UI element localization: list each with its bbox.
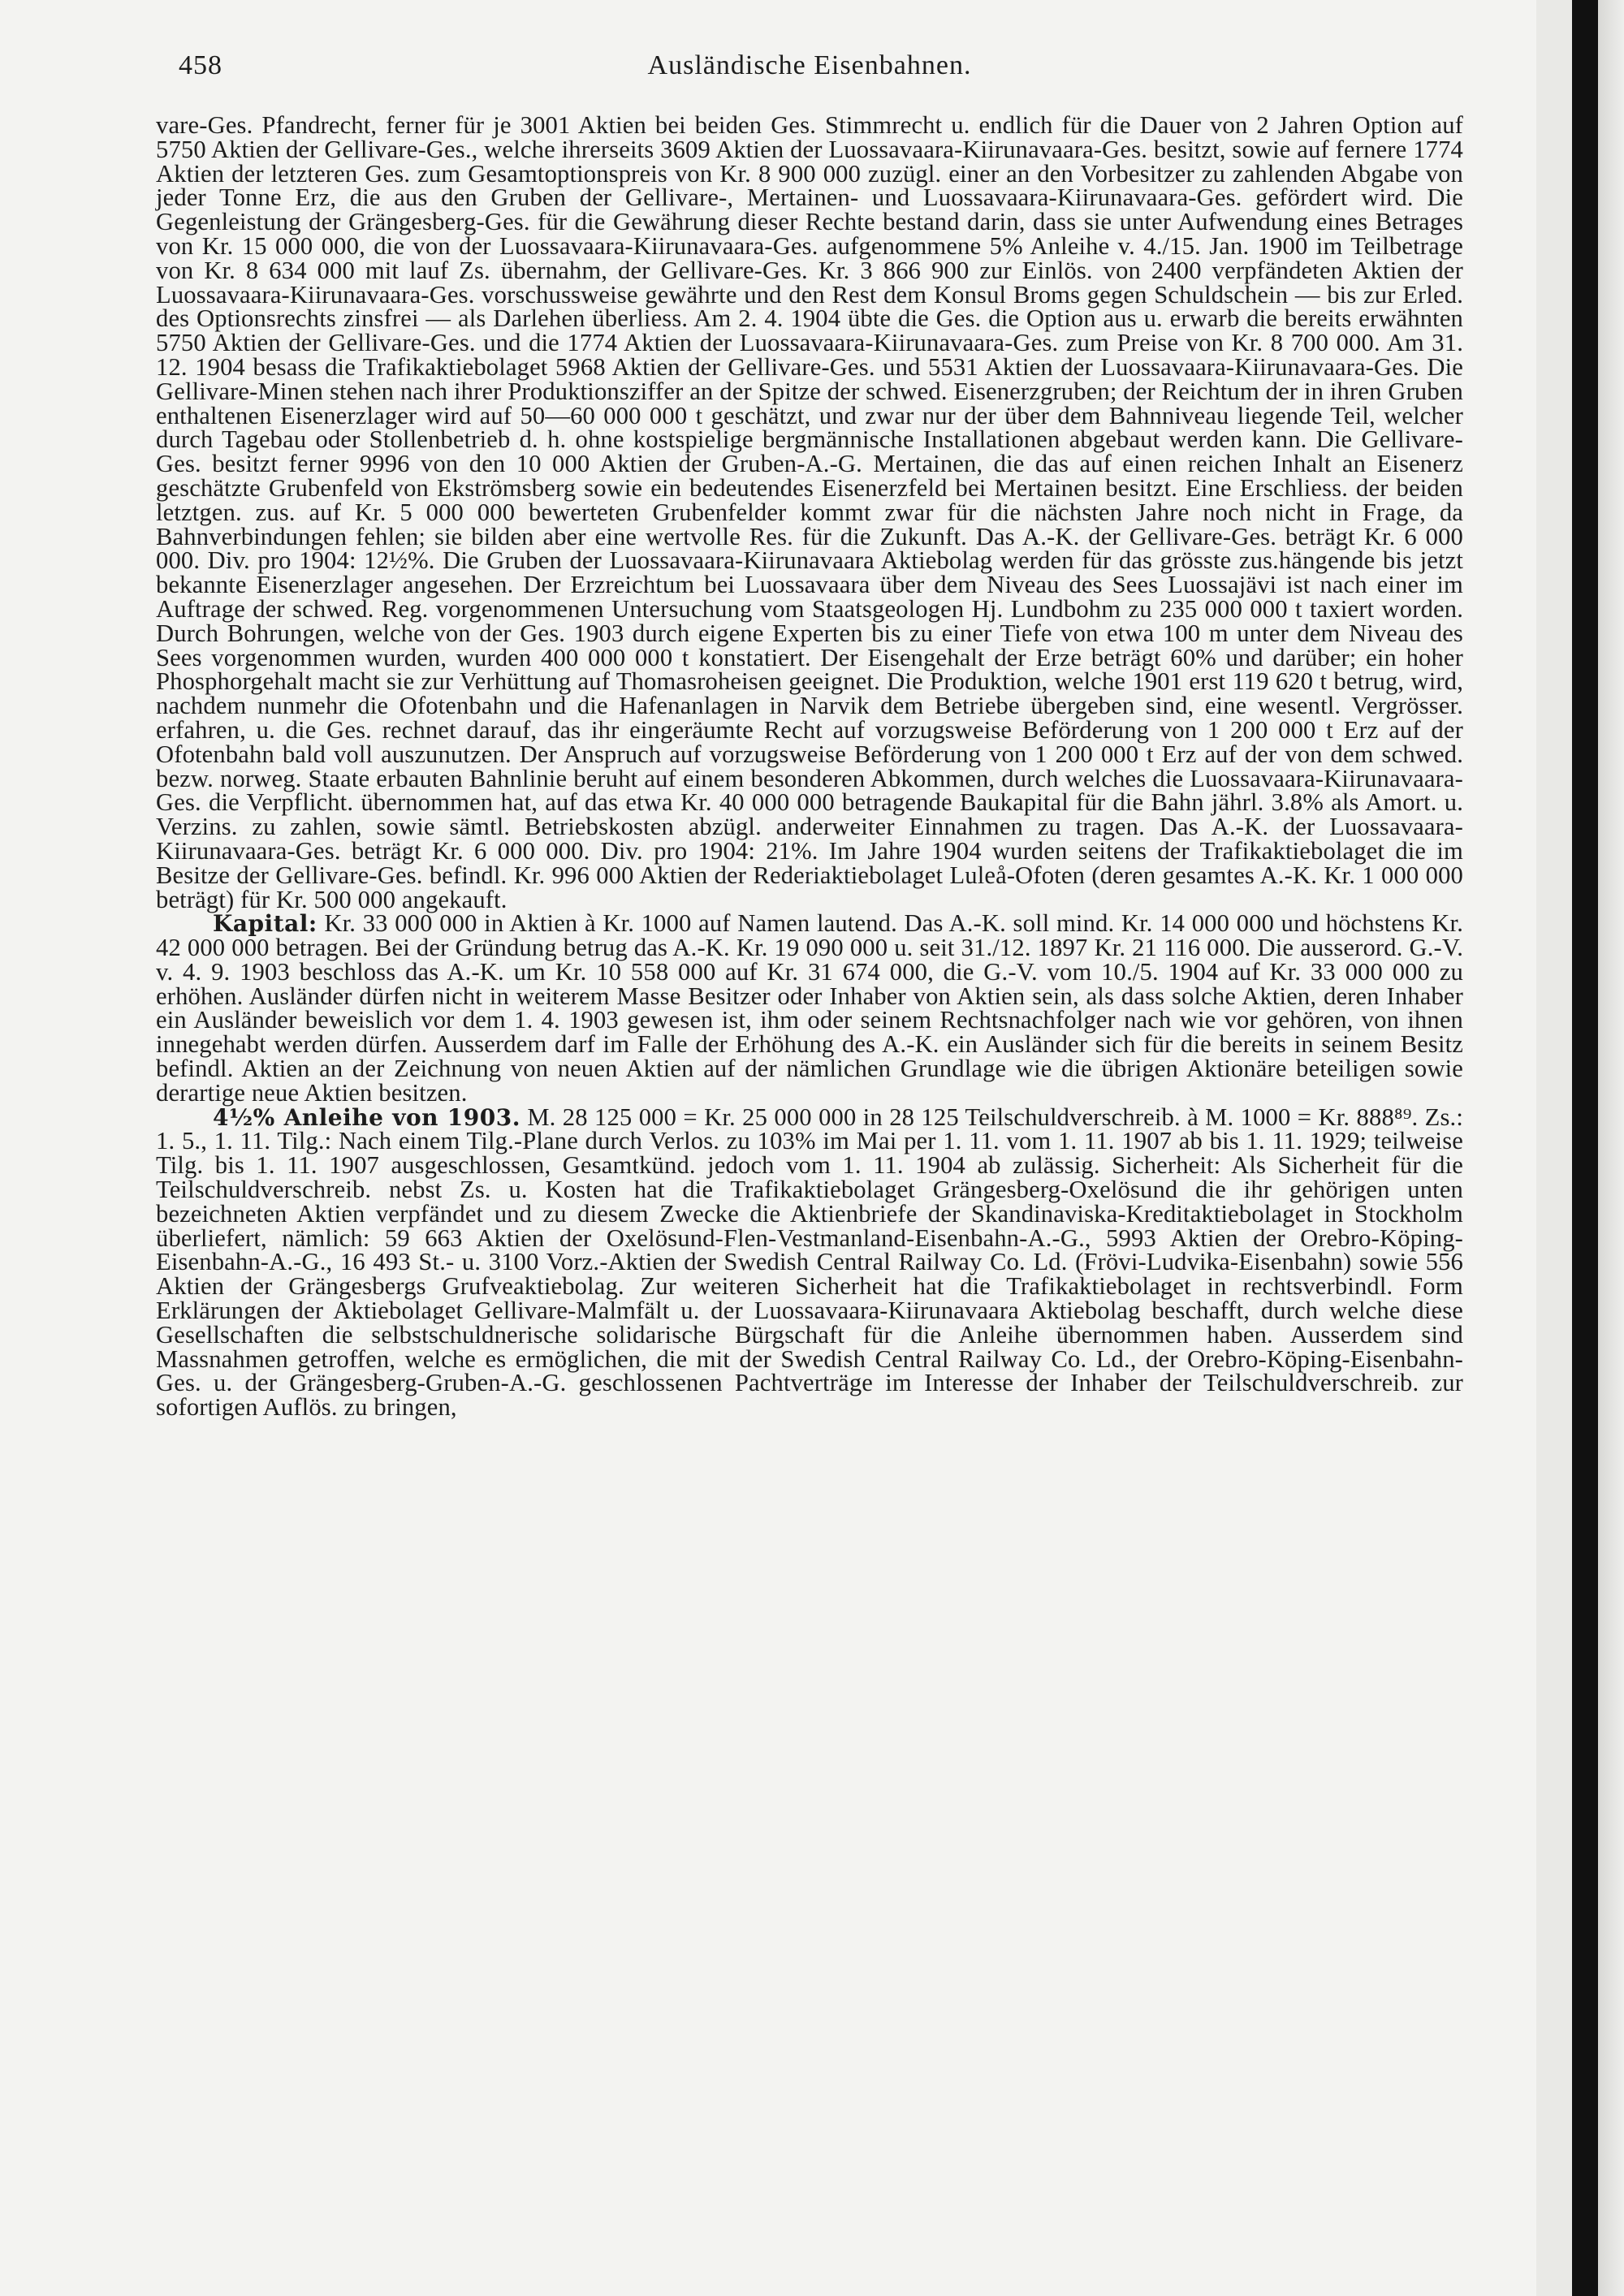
kapital-text: Kr. 33 000 000 in Aktien à Kr. 1000 auf Namen lautend. Das A.-K. soll mind. Kr. 14 000 000 und höchstens Kr. 42 000 000 betragen. Bei der Gründung betrug das A.-K. Kr. 19 090 000 u. seit 31./12. 1897 Kr. 21 116 000. Die ausserord. G.-V. v. 4. 9. 1903 beschloss das A.-K. um Kr. 10 558 000 auf Kr. 31 674 000, die G.-V. vom 10./5. 1904 auf Kr. 33 000 000 zu erhöhen. Ausländer dürfen nicht in weiterem Masse Besitzer oder Inhaber von Aktien sein, als dass solche Aktien, deren Inhaber ein Ausländer beweislich vor dem 1. 4. 1903 gewesen ist, ihm oder seinem Rechtsnachfolger nach wie vor gehören, von ihnen innegehabt werden dürfen. Ausserdem darf im Falle der Erhöhung des A.-K. ein Ausländer sich für die bereits in seinem Besitz befindl. Aktien an der Zeichnung von neuen Aktien auf der nämlichen Grundlage wie die übrigen Aktionäre beteiligen sowie derartige neue Aktien besitzen. [156, 909, 1463, 1107]
kapital-label: Kapital: [213, 910, 317, 938]
page-header [156, 47, 1463, 104]
body-text [156, 111, 1464, 1422]
page-number: 458 [179, 50, 222, 80]
paragraph-anleihe [156, 1103, 1464, 1422]
paragraph-kapital [156, 909, 1463, 1107]
document-page [156, 47, 1463, 2272]
anleihe-text: M. 28 125 000 = Kr. 25 000 000 in 28 125 Teilschuldverschreib. à M. 1000 = Kr. 888⁸⁹. Zs.: 1. 5., 1. 11. Tilg.: Nach einem Tilg.-Plane durch Verlos. zu 103% im Mai per 1. 11. vom 1. 11. 1907 ab bis 1. 11. 1929; teilweise Tilg. bis 1. 11. 1907 ausgeschlossen, Gesamtkünd. jedoch vom 1. 11. 1904 ab zulässig. Sicherheit: Als Sicherheit für die Teilschuldverschreib. nebst Zs. u. Kosten hat die Trafikaktiebolaget Grängesberg-Oxelösund die ihr gehörigen unten bezeichneten Aktien verpfändet und zu diesem Zwecke die Aktienbriefe der Skandinaviska-Kreditaktiebolaget in Stockholm überliefert, nämlich: 59 663 Aktien der Oxelösund-Flen-Vestmanland-Eisenbahn-A.-G., 5993 Aktien der Orebro-Köping-Eisenbahn-A.-G., 16 493 St.- u. 3100 Vorz.-Aktien der Swedish Central Railway Co. Ld. (Frövi-Ludvika-Eisenbahn) sowie 556 Aktien der Grängesbergs Grufveaktiebolag. Zur weiteren Sicherheit hat die Trafikaktiebolaget in rechtsverbindl. Form Erklärungen der Aktiebolaget Gellivare-Malmfält u. der Luossavaara-Kiirunavaara Aktiebolag beschafft, durch welche diese Gesellschaften die selbstschuldnerische solidarische Bürgschaft für die Anleihe übernommen haben. Ausserdem sind Massnahmen getroffen, welche es ermöglichen, die mit der Swedish Central Railway Co. Ld., der Orebro-Köping-Eisenbahn-Ges. u. der Grängesberg-Gruben-A.-G. geschlossenen Pachtverträge im Interesse der Inhaber der Teilschuldverschreib. zur sofortigen Auflös. zu bringen, [156, 1103, 1464, 1422]
paragraph-gellivare-luossavaara: vare-Ges. Pfandrecht, ferner für je 3001 Aktien bei beiden Ges. Stimmrecht u. endlich für die Dauer von 2 Jahren Option auf 5750 Aktien der Gellivare-Ges., welche ihrerseits 3609 Aktien der Luossavaara-Kiirunavaara-Ges. besitzt, sowie auf fernere 1774 Aktien der letzteren Ges. zum Gesamtoptionspreis von Kr. 8 900 000 zuzügl. einer an den Vorbesitzer zu zahlenden Abgabe von jeder Tonne Erz, die aus den Gruben der Gellivare-, Mertainen- und Luossavaara-Kiirunavaara-Ges. gefördert wird. Die Gegenleistung der Grängesberg-Ges. für die Gewährung dieser Rechte bestand darin, dass sie unter Aufwendung eines Betrages von Kr. 15 000 000, die von der Luossavaara-Kiirunavaara-Ges. aufgenommene 5% Anleihe v. 4./15. Jan. 1900 im Teilbetrage von Kr. 8 634 000 mit lauf Zs. übernahm, der Gellivare-Ges. Kr. 3 866 900 zur Einlös. von 2400 verpfändeten Aktien der Luossavaara-Kiirunavaara-Ges. vorschussweise gewährte und den Rest dem Konsul Broms gegen Schuldschein — bis zur Erled. des Optionsrechts zinsfrei — als Darlehen überliess. Am 2. 4. 1904 übte die Ges. die Option aus u. erwarb die bereits erwähnten 5750 Aktien der Gellivare-Ges. und die 1774 Aktien der Luossavaara-Kiirunavaara-Ges. zum Preise von Kr. 8 700 000. Am 31. 12. 1904 besass die Trafikaktiebolaget 5968 Aktien der Gellivare-Ges. und 5531 Aktien der Luossavaara-Kiirunavaara-Ges. Die Gellivare-Minen stehen nach ihrer Produktionsziffer an der Spitze der schwed. Eisenerzgruben; der Reichtum der in ihren Gruben enthaltenen Eisenerzlager wird auf 50—60 000 000 t geschätzt, und zwar nur der über dem Bahnniveau liegende Teil, welcher durch Tagebau oder Stollenbetrieb d. h. ohne kostspielige bergmännische Installationen abgebaut werden kann. Die Gellivare-Ges. besitzt ferner 9996 von den 10 000 Aktien der Gruben-A.-G. Mertainen, die das auf einen reichen Inhalt an Eisenerz geschätzte Grubenfeld von Ekströmsberg sowie ein bedeutendes Eisenerzfeld bei Mertainen besitzt. Eine Erschliess. der beiden letztgen. zus. auf Kr. 5 000 000 bewerteten Grubenfelder kommt zwar für die nächsten Jahre noch nicht in Frage, da Bahnverbindungen fehlen; sie bilden aber eine wertvolle Res. für die Zukunft. Das A.-K. der Gellivare-Ges. beträgt Kr. 6 000 000. Div. pro 1904: 12½%. Die Gruben der Luossavaara-Kiirunavaara Aktiebolag werden für das grösste zus.hängende bis jetzt bekannte Eisenerzlager angesehen. Der Erzreichtum bei Luossavaara über dem Niveau des Sees Luossajävi ist nach einer im Auftrage der schwed. Reg. vorgenommenen Untersuchung vom Staatsgeologen Hj. Lundbohm zu 235 000 000 t taxiert worden. Durch Bohrungen, welche von der Ges. 1903 durch eigene Experten bis zu einer Tiefe von etwa 100 m unter dem Niveau des Sees vorgenommen wurden, wurden 400 000 000 t konstatiert. Der Eisengehalt der Erze beträgt 60% und darüber; ein hoher Phosphorgehalt macht sie zur Verhüttung auf Thomasroheisen geeignet. Die Produktion, welche 1901 erst 119 620 t betrug, wird, nachdem nunmehr die Ofotenbahn und die Hafenanlagen in Narvik dem Betriebe übergeben sind, eine wesentl. Vergrösser. erfahren, u. die Ges. rechnet darauf, das ihr eingeräumte Recht auf vorzugsweise Beförderung von 1 200 000 t Erz auf der Ofotenbahn bald voll auszunutzen. Der Anspruch auf vorzugsweise Beförderung von 1 200 000 t Erz auf der von dem schwed. bezw. norweg. Staate erbauten Bahnlinie beruht auf einem besonderen Abkommen, durch welches die Luossavaara-Kiirunavaara-Ges. die Verpflicht. übernommen hat, auf das etwa Kr. 40 000 000 betragende Baukapital für die Bahn jährl. 3.8% als Amort. u. Verzins. zu zahlen, sowie sämtl. Betriebskosten abzügl. anderweiter Einnahmen zu tragen. Das A.-K. der Luossavaara-Kiirunavaara-Ges. beträgt Kr. 6 000 000. Div. pro 1904: 21%. Im Jahre 1904 wurden seitens der Trafikaktiebolaget die im Besitze der Gellivare-Ges. befindl. Kr. 996 000 Aktien der Rederiaktiebolaget Luleå-Ofoten (deren gesamtes A.-K. Kr. 1 000 000 beträgt) für Kr. 500 000 angekauft. [156, 111, 1463, 913]
scan-edge-border [1536, 0, 1624, 2296]
anleihe-label: 4½% Anleihe von 1903. [213, 1103, 520, 1131]
running-title: Ausländische Eisenbahnen. [647, 50, 972, 80]
